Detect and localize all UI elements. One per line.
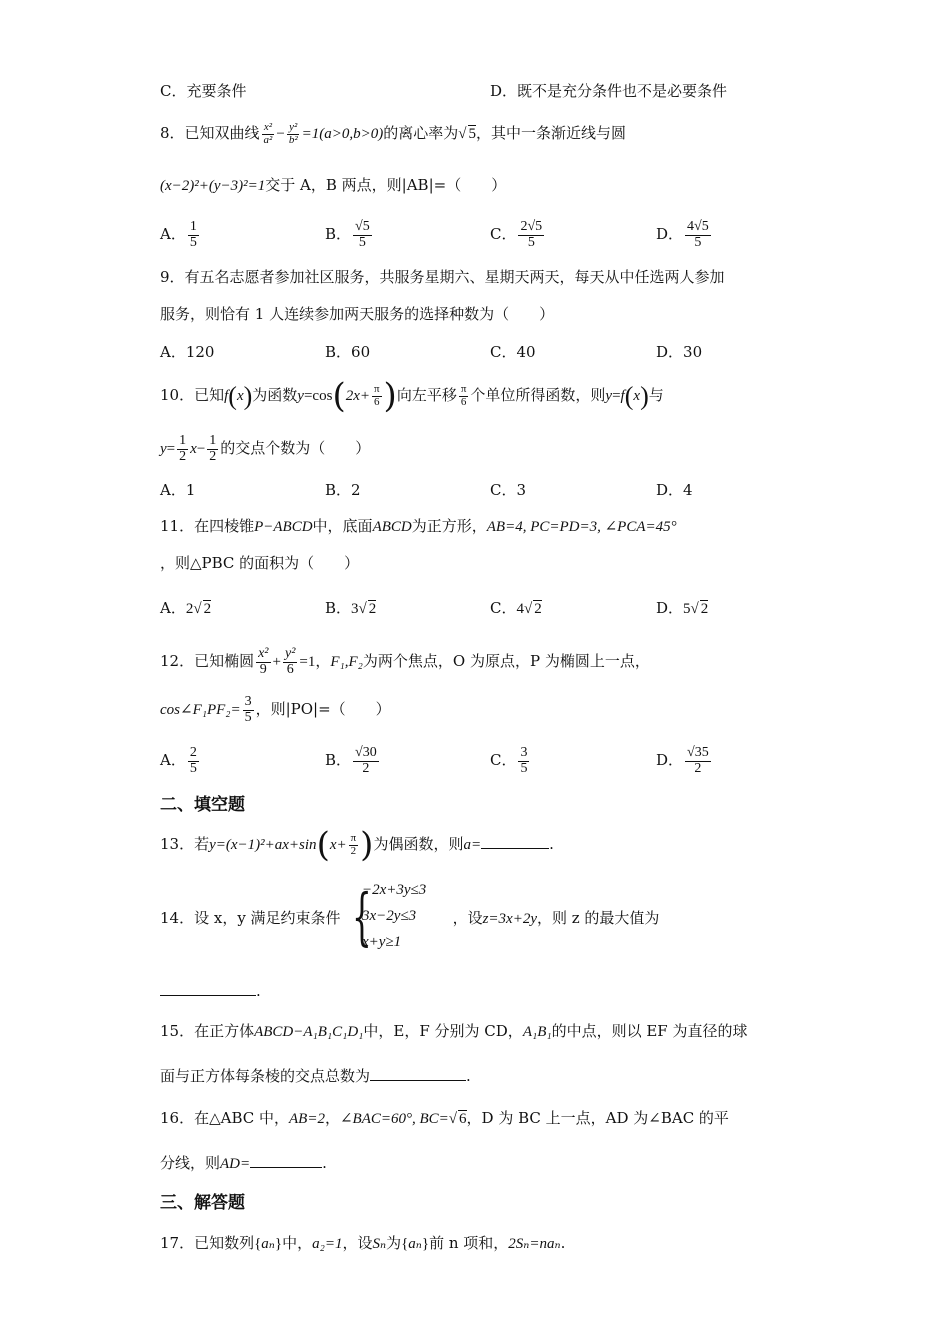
q10-option-c: C．3: [490, 481, 527, 499]
q16-line1: 16．在△ABC 中，AB=2，∠BAC=60°, BC=√ 6，D 为 BC 上一点，AD 为∠BAC 的平: [160, 1109, 729, 1127]
q11-option-b: B．3√ 2: [325, 599, 377, 617]
q14-constraint-2: 3x−2y≤3: [362, 908, 417, 924]
q13-answer-blank[interactable]: [481, 834, 549, 849]
q11-option-d: D．5√ 2: [656, 599, 709, 617]
q9-line1: 9．有五名志愿者参加社区服务，共服务星期六、星期天两天，每天从中任选两人参加: [160, 268, 725, 286]
section-fill-in: 二、填空题: [160, 795, 245, 815]
q8-option-a: A． $\frac{1}{5}$: [160, 219, 197, 250]
q7-option-c: C．充要条件: [160, 82, 247, 100]
q14-constraint-3: x+y≥1: [362, 934, 402, 950]
q8-circle: (x−2)²+(y−3)²=1: [160, 178, 266, 194]
q16-line2: 分线，则AD= .: [160, 1154, 327, 1172]
q8-option-b: B． $\frac{√5}{5}$: [325, 219, 370, 250]
q8-condition: =1(a>0,b>0): [301, 126, 384, 143]
q11-option-a: A．2√ 2: [160, 599, 212, 617]
q8-line1: 8．已知双曲线 $\frac{\text{x²}}{\text{a²}}$ − $\frac{\text{y²}}{\text{b²}}$ =1(a>0,b>0)的离心率为√ 5，其中一条渐近线与圆: [160, 121, 627, 146]
q10-option-a: A．1: [160, 481, 196, 499]
q9-option-a: A．120: [160, 343, 215, 361]
q9-option-b: B．60: [325, 343, 371, 361]
q15-line2: 面与正方体每条棱的交点总数为 .: [160, 1067, 471, 1085]
q10-option-b: B．2: [325, 481, 361, 499]
q11-condition: AB=4, PC=PD=3, ∠PCA=45°: [486, 519, 677, 535]
q11-line1: 11．在四棱锥P−ABCD中，底面ABCD为正方形，AB=4, PC=PD=3, ∠PCA=45°: [160, 517, 677, 535]
q14-line: 14．设 x，y 满足约束条件 ，设z=3x+2y，则 z 的最大值为: [160, 909, 660, 927]
q10-line2: y= $\frac{1}{2}$ x− $\frac{1}{2}$ 的交点个数为（ ）: [160, 433, 371, 464]
q8-line2: (x−2)²+(y−3)²=1交于 A，B 两点，则|AB|=（ ）: [160, 176, 507, 194]
q10-line1: 10．已知f(x)为函数y=cos(2x+ $\frac{\pi}{6}$ )向左平移 $\frac{\pi}{6}$ 个单位所得函数，则y=f(x)与: [160, 376, 664, 417]
q15-line1: 15．在正方体ABCD−A₁B₁C₁D₁中，E，F 分别为 CD，A₁B₁的中点，则以 EF 为直径的球: [160, 1022, 748, 1040]
q8-option-d: D． $\frac{4√5}{5}$: [656, 219, 709, 250]
q14-brace: {: [352, 880, 372, 953]
q8-eccentricity: 5: [468, 126, 476, 143]
q17-line: 17．已知数列{aₙ}中，a₂=1，设Sₙ为{aₙ}前 n 项和，2Sₙ=naₙ.: [160, 1234, 566, 1252]
q8-option-c: C． $\frac{2√5}{5}$: [490, 219, 543, 250]
q9-option-d: D．30: [656, 343, 703, 361]
section-solutions: 三、解答题: [160, 1193, 245, 1213]
q12-option-d: D． $\frac{√35}{2}$: [656, 745, 709, 776]
q13-line: 13．若y=(x−1)²+ax+sin(x+ $\frac{\pi}{2}$ )为偶函数，则a= .: [160, 825, 554, 866]
q14-answer-line: .: [160, 980, 261, 1002]
q14-constraint-1: −2x+3y≤3: [362, 882, 427, 898]
q7-option-d: D．既不是充分条件也不是必要条件: [490, 82, 728, 100]
q16-answer-blank[interactable]: [250, 1153, 322, 1168]
q12-option-a: A． $\frac{2}{5}$: [160, 745, 197, 776]
q14-answer-blank[interactable]: [160, 981, 256, 996]
q15-answer-blank[interactable]: [370, 1066, 466, 1081]
q9-line2: 服务，则恰有 1 人连续参加两天服务的选择种数为（ ）: [160, 305, 555, 323]
q12-option-b: B． $\frac{√30}{2}$: [325, 745, 377, 776]
q8-number: 8．已知双曲线: [160, 124, 260, 143]
q11-option-c: C．4√ 2: [490, 599, 542, 617]
q12-line2: cos∠F₁PF₂= $\frac{3}{5}$ ，则|PO|=（ ）: [160, 694, 391, 725]
q11-line2: ，则△PBC 的面积为（ ）: [160, 554, 360, 572]
q10-option-d: D．4: [656, 481, 693, 499]
q12-option-c: C． $\frac{3}{5}$: [490, 745, 528, 776]
q9-option-c: C．40: [490, 343, 536, 361]
q12-line1: 12．已知椭圆 $\frac{\text{x²}}{9}$ + $\frac{\text{y²}}{6}$ =1，F₁,F₂为两个焦点，O 为原点，P 为椭圆上一点，: [160, 646, 650, 677]
